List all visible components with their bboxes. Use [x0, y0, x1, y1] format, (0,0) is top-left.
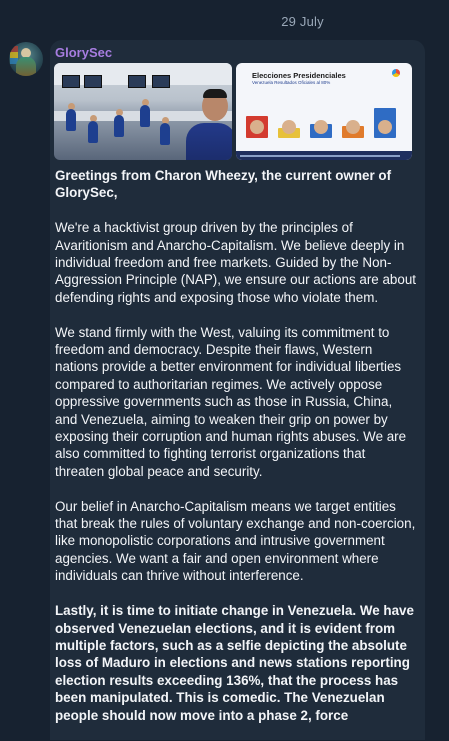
sender-avatar[interactable]: [9, 42, 43, 76]
candidate-photo: [250, 120, 264, 134]
photo-monitor: [152, 75, 170, 88]
message-paragraph: Our belief in Anarcho-Capitalism means we target entities that break the rules of voluntary exchange and non-coercion, like monopolistic corporations and intrusive government agencies. We want a fair and open environment where individuals can thrive without interference.: [55, 498, 416, 584]
date-separator: [0, 14, 449, 29]
photo-person: [88, 121, 98, 143]
date-label: 29 July: [281, 14, 324, 29]
candidate-photo: [346, 120, 360, 134]
candidate-photo: [314, 120, 328, 134]
photo-monitor: [128, 75, 146, 88]
photo-person: [114, 115, 124, 137]
message-paragraph: We're a hacktivist group driven by the principles of Avaritionism and Anarcho-Capitalism. We believe deeply in individual freedom and free markets. Guided by the Non-Aggression Principle (NAP), we ensure our actions are about defending rights and exposing those who violate them.: [55, 220, 416, 305]
photo-selfie-hair: [203, 89, 227, 98]
candidate-photo: [282, 120, 296, 134]
candidate-photo: [378, 120, 392, 134]
photo-monitor: [84, 75, 102, 88]
photo-election-results[interactable]: [236, 63, 412, 160]
photo-monitor: [62, 75, 80, 88]
photo-selfie-body: [186, 123, 232, 160]
message-paragraph-bold: Lastly, it is time to initiate change in Venezuela. We have observed Venezuelan elections, and it is evident from multiple factors, such as a selfie depicting the absolute loss of Maduro in elections and news stations reporting election results exceeding 136%, that the process has been manipulated. This is comedic. The Venezuelan people should now move into a phase 2, force: [55, 603, 414, 723]
avatar-body: [16, 57, 36, 76]
election-subtitle: Venezuela Resultados Oficiales al 80%: [252, 80, 331, 85]
photo-person: [140, 105, 150, 127]
message-paragraph: We stand firmly with the West, valuing its commitment to freedom and democracy. Despite their flaws, Western nations provide a better environment for individual liberties compared to authoritarian regimes. We actively oppose oppressive governments such as those in Russia, China, and Venezuela, aiming to weaken their grip on power by exposing their corruption and human rights abuses. We are also committed to fighting terrorist organizations that threaten global peace and security.: [55, 324, 407, 479]
sender-name[interactable]: GlorySec: [55, 45, 113, 60]
message-text: [55, 167, 417, 741]
message-greeting: Greetings from Charon Wheezy, the current owner of GlorySec,: [55, 168, 392, 201]
photo-person: [66, 109, 76, 131]
photo-office-selfie[interactable]: [54, 63, 232, 160]
channel-logo-icon: [392, 69, 400, 77]
election-title: Elecciones Presidenciales: [252, 71, 346, 80]
photo-person: [160, 123, 170, 145]
news-ticker-text: [240, 155, 400, 157]
